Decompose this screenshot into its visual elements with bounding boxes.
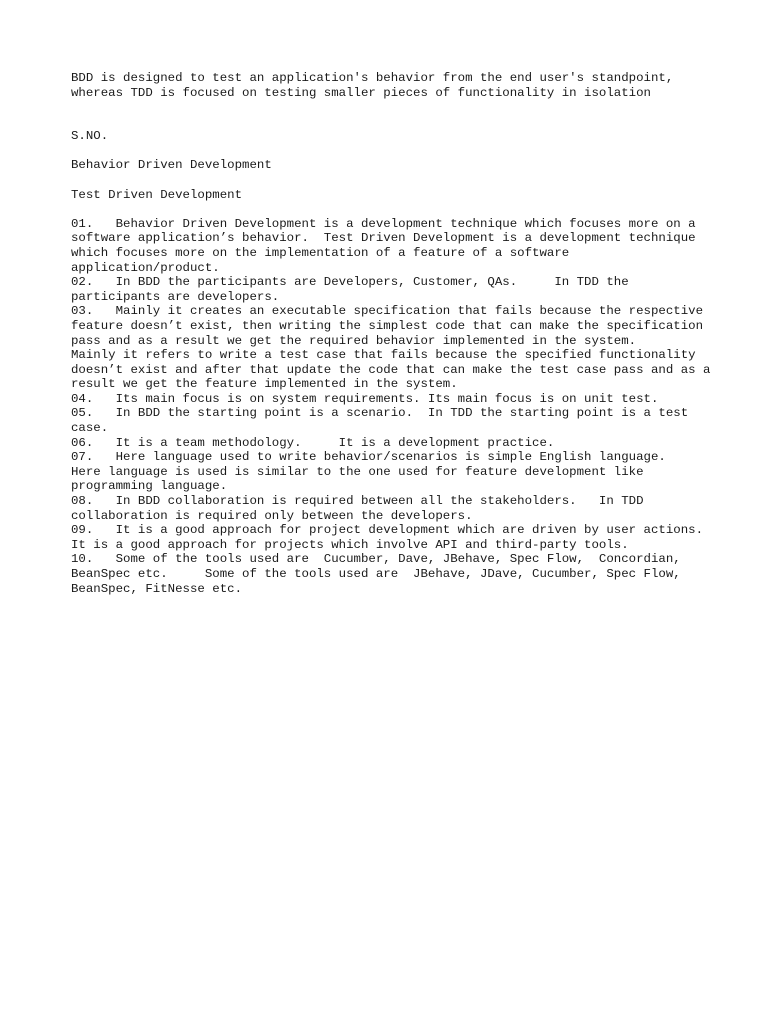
comparison-row-08: 08. In BDD collaboration is required between all the stakeholders. In TDD collaboration is required only between the developers.	[71, 494, 651, 523]
column-header-sno: S.NO.	[71, 129, 109, 144]
comparison-rows	[71, 216, 733, 596]
comparison-row-10: 10. Some of the tools used are Cucumber, Dave, JBehave, Spec Flow, Concordian, BeanSpec etc. Some of the tools used are JBehave, JDave, Cucumber, Spec Flow, BeanSpec, FitNesse etc.	[71, 552, 689, 596]
intro-paragraph: BDD is designed to test an application's behavior from the end user's standpoint, whereas TDD is focused on testing smaller pieces of functionality in isolation	[71, 71, 681, 100]
comparison-row-01: 01. Behavior Driven Development is a development technique which focuses more on a software application’s behavior. Test Driven Development is a development technique which focuses more on the implementation of a feature of a software application/product.	[71, 216, 704, 275]
column-header-bdd: Behavior Driven Development	[71, 158, 272, 173]
column-header-tdd: Test Driven Development	[71, 187, 243, 202]
comparison-row-04: 04. Its main focus is on system requirements. Its main focus is on unit test.	[71, 391, 659, 406]
comparison-row-07: 07. Here language used to write behavior/scenarios is simple English language. Here language is used is similar to the one used for feature development like programming language.	[71, 450, 704, 494]
comparison-row-03: 03. Mainly it creates an executable specification that fails because the respective feature doesn’t exist, then writing the simplest code that can make the specification pass and as a result we get the required behavior implemented in the system. Mainly it refers to write a test case that fails because the specified functionality doesn’t exist and after that update the code that can make the test case pass and as a result we get the feature implemented in the system.	[71, 304, 718, 392]
comparison-row-02: 02. In BDD the participants are Developers, Customer, QAs. In TDD the participants are developers.	[71, 275, 637, 304]
comparison-row-05: 05. In BDD the starting point is a scenario. In TDD the starting point is a test case.	[71, 406, 696, 436]
comparison-row-09: 09. It is a good approach for project development which are driven by user actions. It is a good approach for projects which involve API and third-party tools.	[71, 523, 733, 552]
comparison-row-06: 06. It is a team methodology. It is a development practice.	[71, 435, 555, 450]
document-page	[71, 71, 733, 596]
